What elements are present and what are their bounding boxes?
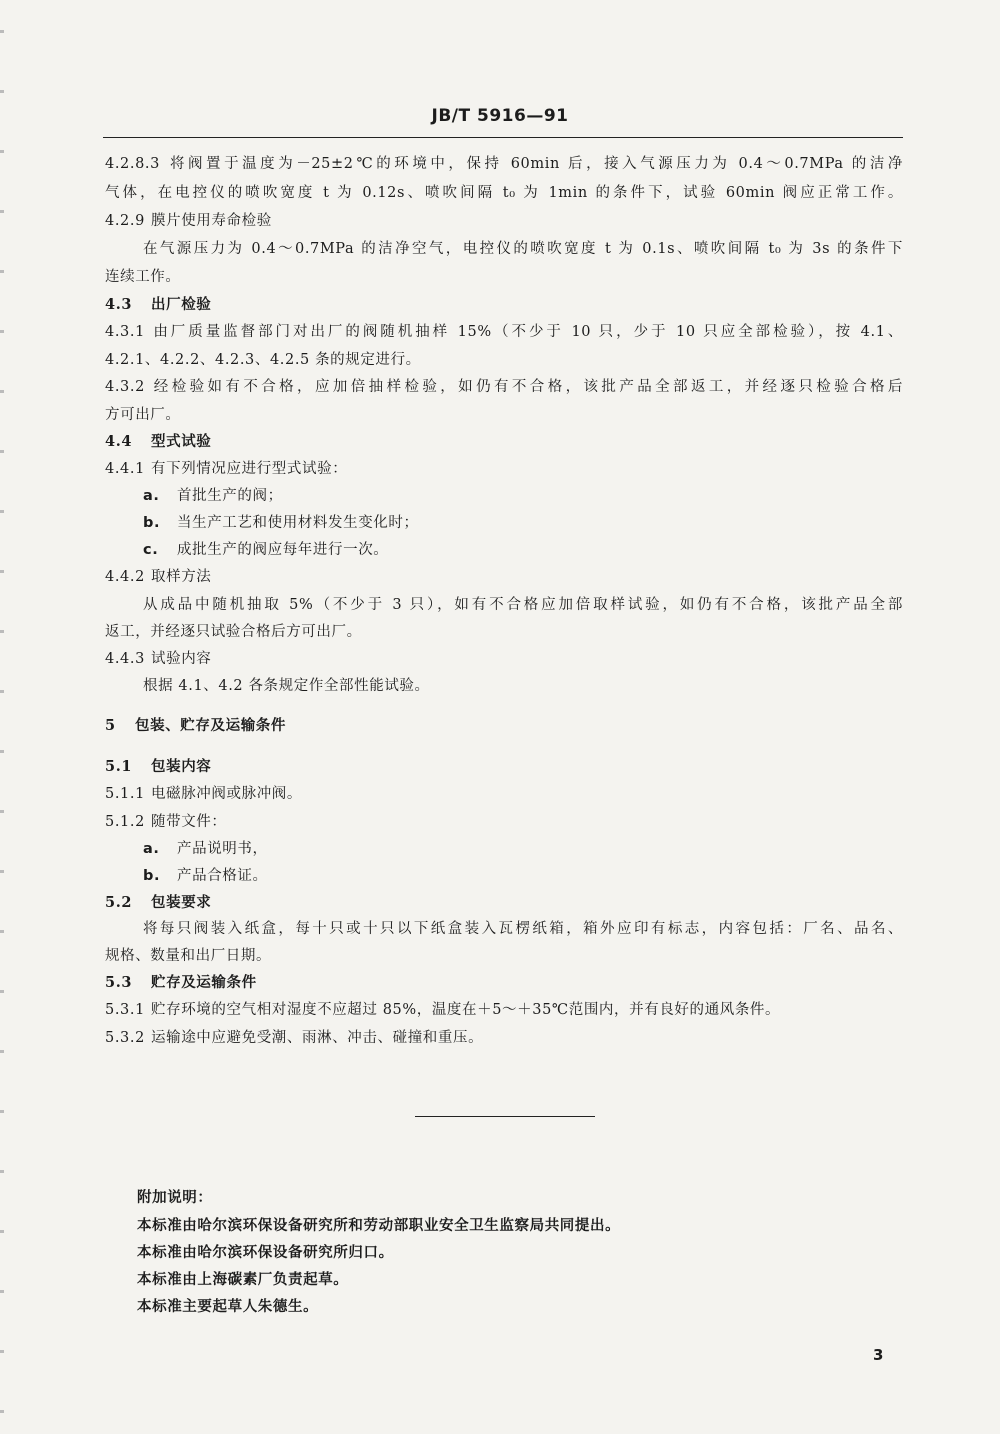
clause-5-3-1: 5.3.1 贮存环境的空气相对湿度不应超过 85%，温度在＋5～＋35℃范围内，并有良好的通风条件。 xyxy=(105,1002,781,1018)
scan-edge xyxy=(0,0,4,1434)
clause-5-1-2: 5.1.2 随带文件： xyxy=(105,814,227,830)
clause-text: 规格、数量和出厂日期。 xyxy=(105,948,272,964)
clause-5-1-1: 5.1.1 电磁脉冲阀或脉冲阀。 xyxy=(105,786,302,802)
clause-text: 在气源压力为 0.4～0.7MPa 的洁净空气，电控仪的喷吹宽度 t 为 0.1s、喷吹间隔 t₀ 为 3s 的条件下 xyxy=(143,241,903,257)
note-line: 本标准由哈尔滨环保设备研究所和劳动部职业安全卫生监察局共同提出。 xyxy=(137,1217,621,1234)
note-line: 本标准由哈尔滨环保设备研究所归口。 xyxy=(137,1244,394,1261)
list-item: c. 成批生产的阀应每年进行一次。 xyxy=(143,542,389,558)
clause-4-4-3: 4.4.3 试验内容 xyxy=(105,651,212,667)
clause-4-3-1: 4.3.1 由厂质量监督部门对出厂的阀随机抽样 15%（不少于 10 只，少于 10 只应全部检验），按 4.1、 xyxy=(105,324,903,340)
section-heading: 4.4 型式试验 xyxy=(105,433,212,450)
section-heading: 5.3 贮存及运输条件 xyxy=(105,974,257,991)
clause-4-2-8-3: 4.2.8.3 将阀置于温度为－25±2℃的环境中，保持 60min 后，接入气源压力为 0.4～0.7MPa 的洁净 xyxy=(105,156,903,172)
clause-text: 将每只阀装入纸盒，每十只或十只以下纸盒装入瓦楞纸箱，箱外应印有标志，内容包括：厂名、品名、 xyxy=(143,921,903,937)
clause-text: 根据 4.1、4.2 各条规定作全部性能试验。 xyxy=(143,678,430,694)
clause-text: 从成品中随机抽取 5%（不少于 3 只），如有不合格应加倍取样试验，如仍有不合格，该批产品全部 xyxy=(143,597,903,613)
list-item: b. 当生产工艺和使用材料发生变化时； xyxy=(143,515,419,531)
section-heading: 4.3 出厂检验 xyxy=(105,296,212,313)
clause-4-3-2: 4.3.2 经检验如有不合格，应加倍抽样检验，如仍有不合格，该批产品全部返工，并经逐只检验合格后 xyxy=(105,379,903,395)
clause-4-4-1: 4.4.1 有下列情况应进行型式试验： xyxy=(105,461,348,477)
list-item: a. 首批生产的阀； xyxy=(143,488,283,504)
note-line: 本标准由上海碳素厂负责起草。 xyxy=(137,1271,349,1288)
clause-text: 连续工作。 xyxy=(105,269,181,285)
section-heading: 5.1 包装内容 xyxy=(105,758,212,775)
standard-code-header: JB/T 5916—91 xyxy=(431,106,569,126)
clause-4-2-9: 4.2.9 膜片使用寿命检验 xyxy=(105,213,272,229)
list-item: b. 产品合格证。 xyxy=(143,868,268,884)
note-line: 本标准主要起草人朱德生。 xyxy=(137,1298,319,1315)
clause-text: 返工，并经逐只试验合格后方可出厂。 xyxy=(105,624,362,640)
clause-text: 方可出厂。 xyxy=(105,407,181,423)
notes-title: 附加说明： xyxy=(137,1189,213,1206)
clause-text: 4.2.1、4.2.2、4.2.3、4.2.5 条的规定进行。 xyxy=(105,352,421,368)
clause-5-3-2: 5.3.2 运输途中应避免受潮、雨淋、冲击、碰撞和重压。 xyxy=(105,1030,484,1046)
page-number: 3 xyxy=(873,1346,884,1364)
clause-text: 气体，在电控仪的喷吹宽度 t 为 0.12s、喷吹间隔 t₀ 为 1min 的条件下，试验 60min 阀应正常工作。 xyxy=(105,185,903,201)
chapter-heading: 5 包装、贮存及运输条件 xyxy=(105,717,286,734)
section-heading: 5.2 包装要求 xyxy=(105,894,212,911)
list-item: a. 产品说明书， xyxy=(143,841,268,857)
end-rule xyxy=(415,1116,595,1117)
header-rule xyxy=(103,137,903,138)
clause-4-4-2: 4.4.2 取样方法 xyxy=(105,569,212,585)
